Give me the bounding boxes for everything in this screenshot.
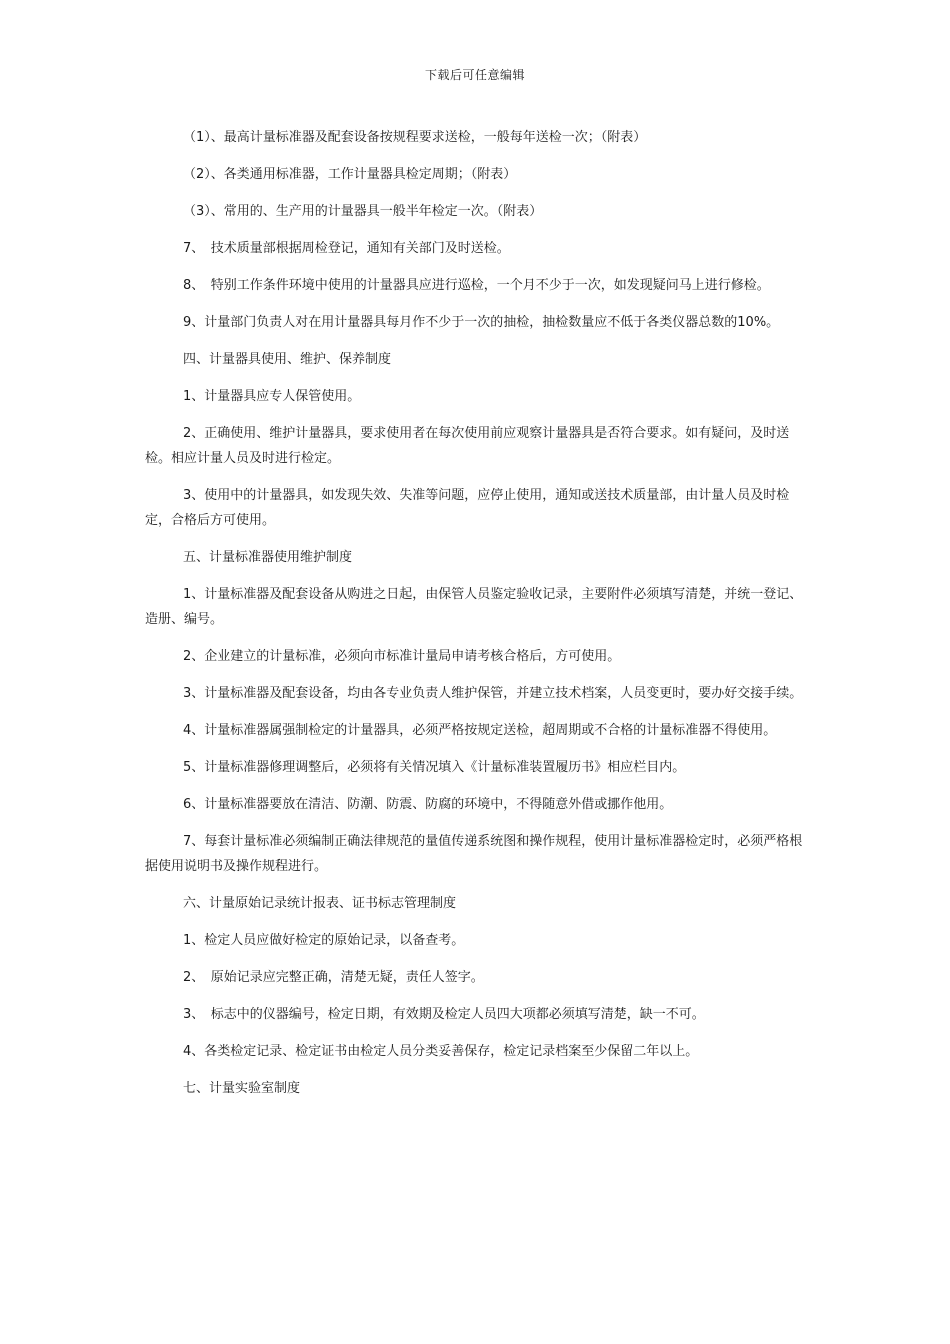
document-body xyxy=(145,125,805,1113)
paragraph: （2）、各类通用标准器，工作计量器具检定周期；（附表） xyxy=(183,167,517,182)
page-header: 下载后可任意编辑 xyxy=(424,68,525,82)
section-heading: 六、计量原始记录统计报表、证书标志管理制度 xyxy=(183,896,457,911)
section-heading: 五、计量标准器使用维护制度 xyxy=(183,550,353,565)
paragraph: 1、计量标准器及配套设备从购进之日起，由保管人员鉴定验收记录，主要附件必须填写清楚，并统一登记、造册、编号。 xyxy=(145,587,803,627)
paragraph: 4、各类检定记录、检定证书由检定人员分类妥善保存，检定记录档案至少保留二年以上。 xyxy=(183,1044,699,1059)
section-heading: 七、计量实验室制度 xyxy=(183,1081,301,1096)
paragraph: 7、每套计量标准必须编制正确法律规范的量值传递系统图和操作规程，使用计量标准器检定时，必须严格根据使用说明书及操作规程进行。 xyxy=(145,834,803,874)
paragraph: 9、计量部门负责人对在用计量器具每月作不少于一次的抽检，抽检数量应不低于各类仪器总数的10%。 xyxy=(183,315,780,330)
paragraph: 6、计量标准器要放在清洁、防潮、防震、防腐的环境中，不得随意外借或挪作他用。 xyxy=(183,797,673,812)
paragraph: 4、计量标准器属强制检定的计量器具，必须严格按规定送检，超周期或不合格的计量标准器不得使用。 xyxy=(183,723,777,738)
paragraph: 1、检定人员应做好检定的原始记录，以备查考。 xyxy=(183,933,465,948)
paragraph: 8、 特别工作条件环境中使用的计量器具应进行巡检，一个月不少于一次，如发现疑问马上进行修检。 xyxy=(183,278,770,293)
paragraph: 3、使用中的计量器具，如发现失效、失准等问题，应停止使用，通知或送技术质量部，由计量人员及时检定，合格后方可使用。 xyxy=(145,488,790,528)
paragraph: 2、正确使用、维护计量器具，要求使用者在每次使用前应观察计量器具是否符合要求。如有疑问，及时送检。相应计量人员及时进行检定。 xyxy=(145,426,790,466)
paragraph: 1、计量器具应专人保管使用。 xyxy=(183,389,361,404)
paragraph: （3）、常用的、生产用的计量器具一般半年检定一次。（附表） xyxy=(183,204,543,219)
paragraph: 3、计量标准器及配套设备，均由各专业负责人维护保管，并建立技术档案，人员变更时，要办好交接手续。 xyxy=(183,686,803,701)
paragraph: （1）、最高计量标准器及配套设备按规程要求送检，一般每年送检一次；（附表） xyxy=(183,130,647,145)
paragraph: 2、 原始记录应完整正确，清楚无疑，责任人签字。 xyxy=(183,970,484,985)
section-heading: 四、计量器具使用、维护、保养制度 xyxy=(183,352,392,367)
paragraph: 5、计量标准器修理调整后，必须将有关情况填入《计量标准装置履历书》相应栏目内。 xyxy=(183,760,686,775)
paragraph: 3、 标志中的仪器编号，检定日期，有效期及检定人员四大项都必须填写清楚，缺一不可。 xyxy=(183,1007,705,1022)
paragraph: 7、 技术质量部根据周检登记，通知有关部门及时送检。 xyxy=(183,241,510,256)
paragraph: 2、企业建立的计量标准，必须向市标准计量局申请考核合格后，方可使用。 xyxy=(183,649,621,664)
